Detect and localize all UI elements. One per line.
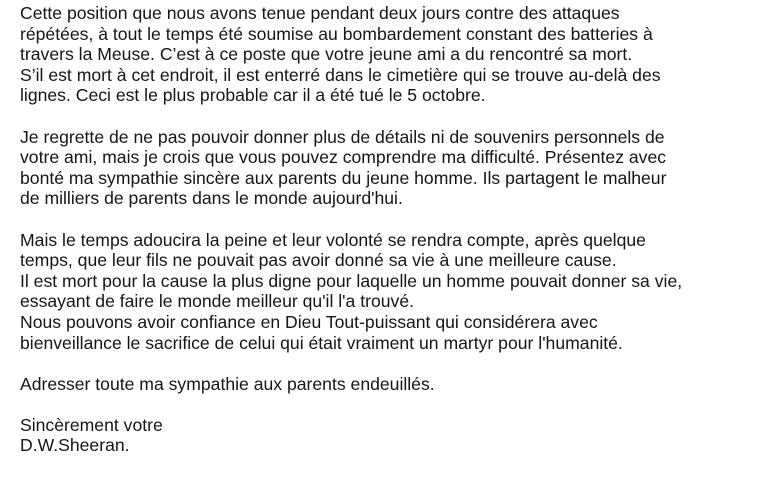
text-line: Adresser toute ma sympathie aux parents endeuillés.: [20, 373, 435, 394]
paragraph-consolation: [20, 230, 768, 354]
closing-salutation: Sincèrement votre: [20, 414, 163, 435]
text-line: travers la Meuse. C’est à ce poste que votre jeune ami a du rencontré sa mort.: [20, 44, 633, 65]
text-line: votre ami, mais je crois que vous pouvez comprendre ma difficulté. Présentez avec: [20, 147, 667, 168]
text-line: Nous pouvons avoir confiance en Dieu Tout-puissant qui considérera avec: [20, 311, 598, 332]
text-line: Cette position que nous avons tenue pendant deux jours contre des attaques: [20, 3, 620, 23]
text-line: lignes. Ceci est le plus probable car il a été tué le 5 octobre.: [20, 85, 486, 106]
closing-block: [20, 415, 768, 456]
text-line: bonté ma sympathie sincère aux parents du jeune homme. Ils partagent le malheur: [20, 167, 667, 188]
text-line: bienveillance le sacrifice de celui qui était vraiment un martyr pour l'humanité.: [20, 332, 623, 353]
text-line: temps, que leur fils ne pouvait pas avoir donné sa vie à une meilleure cause.: [20, 250, 617, 271]
text-line: Je regrette de ne pas pouvoir donner plus de détails ni de souvenirs personnels de: [20, 126, 665, 147]
signature: D.W.Sheeran.: [20, 435, 130, 456]
text-line: Mais le temps adoucira la peine et leur volonté se rendra compte, après quelque: [20, 229, 646, 250]
paragraph-regret: [20, 127, 768, 209]
text-line: de milliers de parents dans le monde aujourd'hui.: [20, 188, 403, 209]
paragraph-sympathy: [20, 374, 768, 395]
text-line: essayant de faire le monde meilleur qu'il l'a trouvé.: [20, 291, 414, 312]
text-line: Il est mort pour la cause la plus digne pour laquelle un homme pouvait donner sa vie,: [20, 270, 683, 291]
paragraph-position: [20, 3, 768, 106]
text-line: répétées, à tout le temps été soumise au bombardement constant des batteries à: [20, 23, 653, 44]
text-line: S’il est mort à cet endroit, il est enterré dans le cimetière qui se trouve au-delà des: [20, 64, 661, 85]
